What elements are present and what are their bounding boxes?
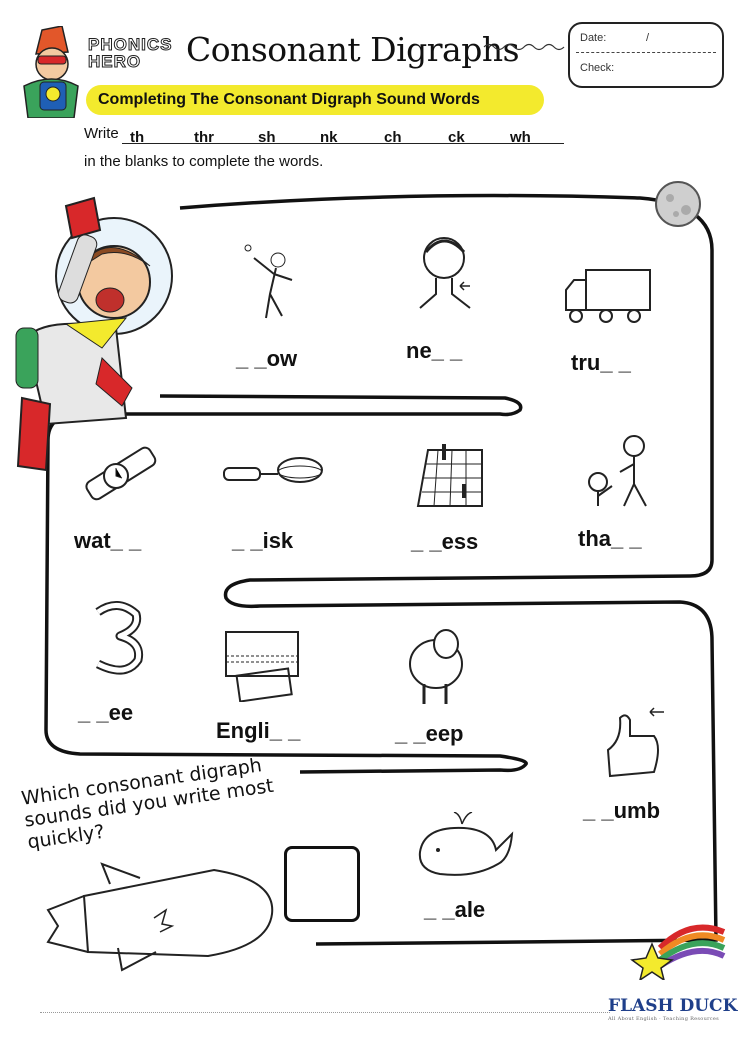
word-thrower: _ _ow xyxy=(236,346,298,371)
word-neck: ne_ _ xyxy=(406,338,463,363)
digraph-thr: thr xyxy=(194,129,214,146)
astronaut-boy-icon xyxy=(6,188,176,473)
date-slash: / xyxy=(646,32,650,44)
digraph-nk: nk xyxy=(320,129,338,146)
logo-text: FLASH DUCK xyxy=(608,996,738,1016)
word-watch: wat_ _ xyxy=(74,528,142,553)
whale-picture-icon xyxy=(414,812,516,882)
digraph-ch: ch xyxy=(384,129,402,146)
brand-line-1: PHONICS xyxy=(88,35,173,54)
digraph-sh: sh xyxy=(258,129,276,146)
truck-picture-icon xyxy=(562,266,654,326)
word-chess: _ _ess xyxy=(411,529,479,554)
number-three-picture-icon xyxy=(90,600,148,676)
thrower-picture-icon xyxy=(240,240,304,328)
brand-line-2: HERO xyxy=(88,52,142,71)
date-label: Date: xyxy=(580,32,607,44)
answer-box[interactable] xyxy=(284,846,360,922)
rocket-icon xyxy=(44,856,280,972)
sheep-picture-icon xyxy=(402,626,470,708)
digraph-wh: wh xyxy=(510,129,531,146)
write-label: Write xyxy=(84,125,119,142)
check-label: Check: xyxy=(580,62,615,74)
whisk-picture-icon xyxy=(220,450,324,494)
digraph-ck: ck xyxy=(448,129,465,146)
word-sheep: _ _eep xyxy=(395,721,464,746)
word-truck: tru_ _ xyxy=(571,350,631,375)
watch-picture-icon xyxy=(78,440,160,514)
reflection-question: Which consonant digraph sounds did you write most quickly? xyxy=(20,754,275,854)
shooting-star-icon xyxy=(630,918,726,980)
chess-picture-icon xyxy=(414,436,486,510)
thank-you-picture-icon xyxy=(582,430,660,508)
english-picture-icon xyxy=(222,628,302,702)
subtitle-banner: Completing The Consonant Digraph Sound Words xyxy=(86,85,544,115)
word-three: _ _ee xyxy=(78,700,134,725)
word-thumb: _ _umb xyxy=(583,798,661,823)
word-whisk: _ _isk xyxy=(232,528,294,553)
neck-picture-icon xyxy=(416,232,478,310)
word-english: Engli_ _ xyxy=(216,718,301,743)
thumb-picture-icon xyxy=(596,706,670,782)
footer-divider xyxy=(40,1012,610,1013)
word-thank: tha_ _ xyxy=(578,526,642,551)
word-whale: _ _ale xyxy=(424,897,486,922)
digraph-th: th xyxy=(130,129,145,146)
logo-tagline: All About English · Teaching Resources xyxy=(608,1016,720,1022)
page-title: Consonant Digraphs xyxy=(186,30,520,69)
instruction-line: in the blanks to complete the words. xyxy=(84,153,324,170)
flashduck-logo xyxy=(608,996,737,1022)
